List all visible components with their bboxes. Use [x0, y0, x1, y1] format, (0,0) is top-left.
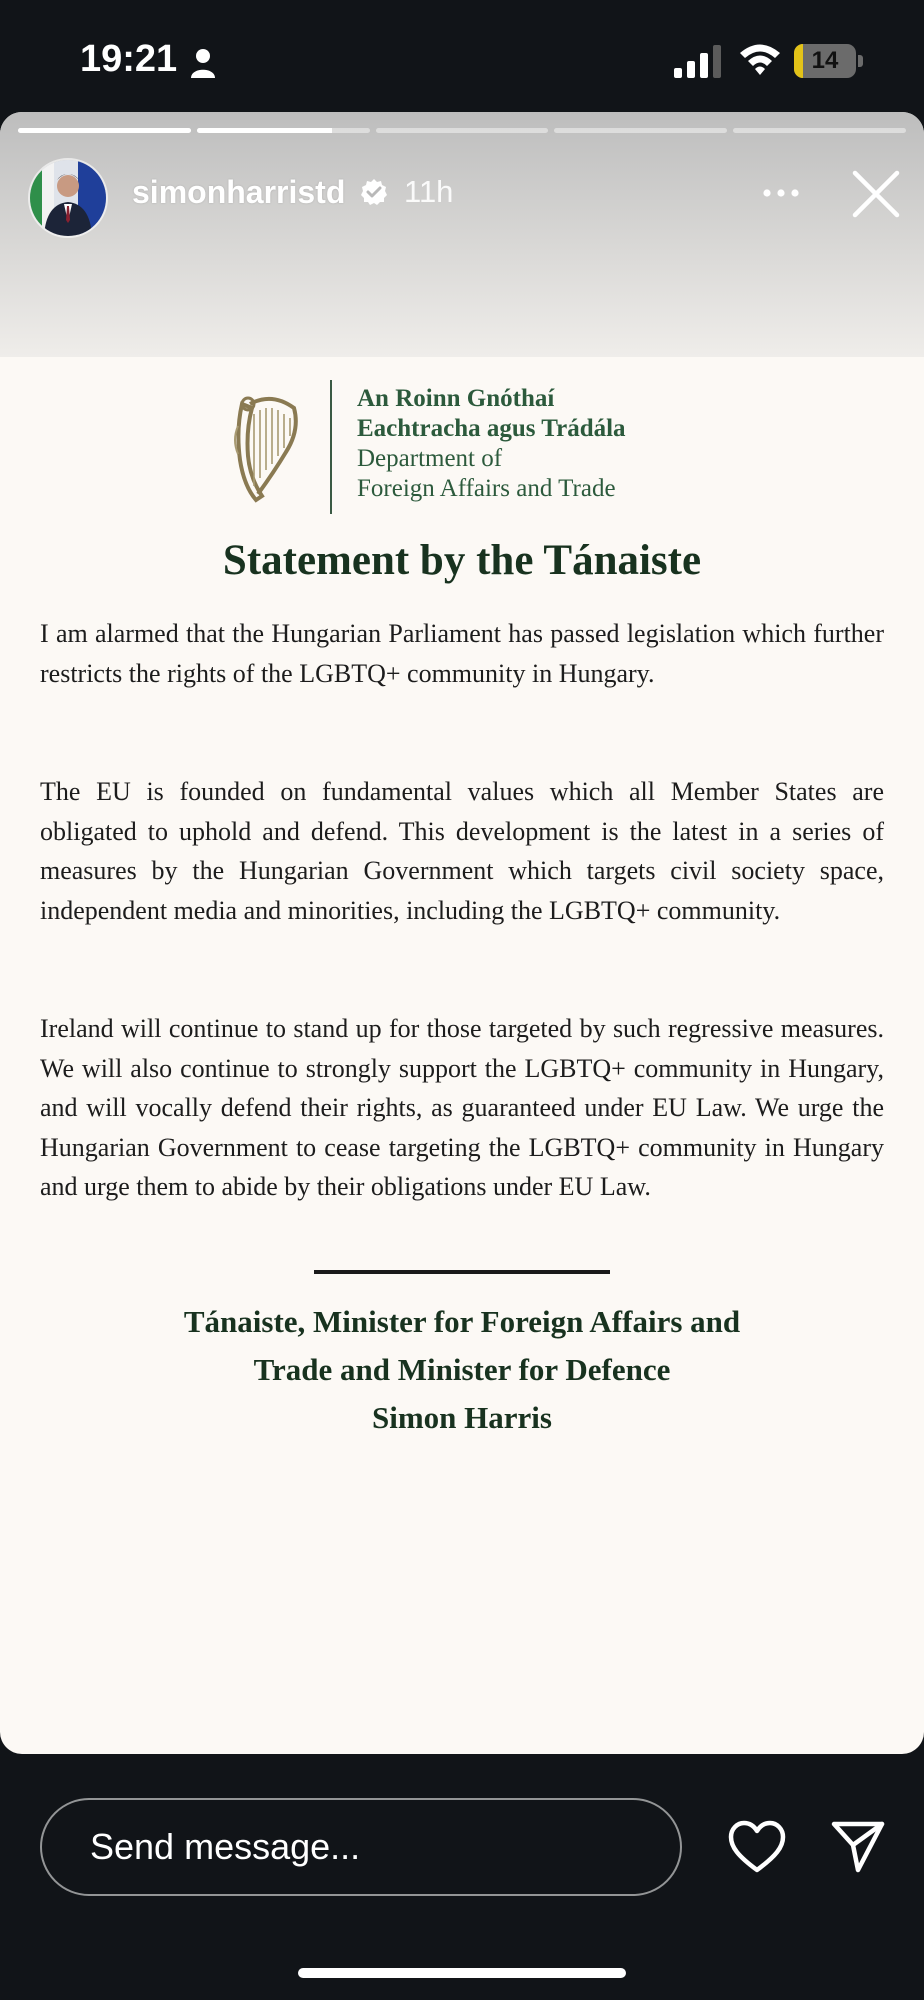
progress-segment — [554, 128, 727, 133]
status-bar — [0, 0, 924, 110]
more-icon[interactable] — [760, 178, 802, 208]
progress-segment — [733, 128, 906, 133]
send-message-input[interactable] — [40, 1798, 682, 1896]
progress-segment — [197, 128, 370, 133]
signature-line-1: Tánaiste, Minister for Foreign Affairs and — [183, 1304, 741, 1339]
department-divider — [330, 380, 332, 514]
department-english-line1: Department of — [357, 445, 503, 472]
battery-level: 14 — [811, 47, 839, 74]
story-time-ago: 11h — [404, 174, 454, 209]
signal-icon — [672, 44, 724, 78]
battery-indicator — [794, 44, 866, 78]
heart-icon[interactable] — [728, 1820, 786, 1874]
progress-segment — [18, 128, 191, 133]
statement-paragraph-3: Ireland will continue to stand up for those targeted by such regressive measures. We will also continue to strongly support the LGBTQ+ community in Hungary, and will vocally defend their rights, as guaranteed under EU Law. We urge the Hungarian Government to cease targeting the LGBTQ+ community in Hungary and urge them to abide by their obligations under EU Law. — [40, 1014, 884, 1201]
avatar[interactable] — [28, 158, 108, 238]
wifi-icon — [738, 40, 782, 78]
statement-document — [0, 112, 924, 1754]
statement-paragraph-1: I am alarmed that the Hungarian Parliament has passed legislation which further restricts the rights of the LGBTQ+ community in Hungary. — [40, 619, 884, 688]
harp-icon — [232, 390, 304, 506]
send-message-placeholder: Send message... — [90, 1826, 361, 1867]
department-name — [357, 384, 626, 504]
story-progress-bar — [18, 128, 906, 134]
signature-block — [0, 1298, 924, 1442]
home-indicator — [298, 1968, 626, 1978]
story-card[interactable] — [0, 112, 924, 1754]
story-username[interactable]: simonharristd — [132, 174, 346, 210]
signature-divider — [314, 1270, 610, 1274]
status-time: 19:21 — [80, 38, 178, 80]
department-english-line2: Foreign Affairs and Trade — [357, 475, 616, 502]
department-irish-line1: An Roinn Gnóthaí — [357, 385, 555, 412]
signature-line-3: Simon Harris — [372, 1400, 552, 1435]
progress-segment — [376, 128, 549, 133]
progress-segment-fill — [197, 128, 332, 133]
avatar-image — [30, 160, 106, 236]
statement-title: Statement by the Tánaiste — [222, 537, 702, 584]
progress-segment-fill — [18, 128, 191, 133]
person-icon — [190, 48, 216, 78]
close-icon[interactable] — [850, 168, 902, 220]
verified-icon — [360, 178, 388, 206]
send-icon[interactable] — [830, 1818, 886, 1874]
department-irish-line2: Eachtracha agus Trádála — [357, 415, 626, 442]
statement-paragraph-2: The EU is founded on fundamental values which all Member States are obligated to uphold and defend. This development is the latest in a series of measures by the Hungarian Government which targets civil society space, independent media and minorities, including the LGBTQ+ community. — [40, 777, 884, 925]
signature-line-2: Trade and Minister for Defence — [253, 1352, 671, 1387]
